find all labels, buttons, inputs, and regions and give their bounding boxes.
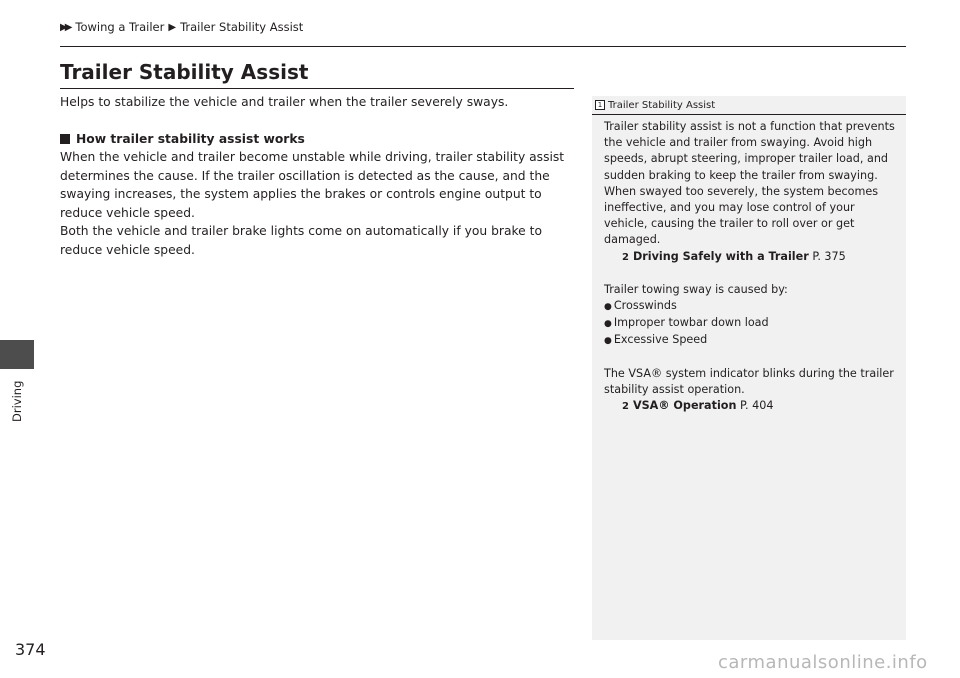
main-content bbox=[60, 93, 580, 259]
note-paragraph: Trailer stability assist is not a function that prevents the vehicle and trailer from swaying. Avoid high speeds, abrupt steering, improper trailer load, and sudden braking to keep the trailer from swaying. When swayed too severely, the system becomes ineffective, and you may lose control of your vehicle, causing the trailer to roll over or get damaged. bbox=[604, 120, 895, 247]
reference-arrow-icon: 2 bbox=[622, 251, 629, 263]
page-reference-link[interactable] bbox=[604, 249, 900, 266]
breadcrumb-item-stability[interactable]: Trailer Stability Assist bbox=[180, 20, 304, 34]
breadcrumb-separator-icon: ▶ bbox=[168, 21, 177, 33]
reference-title: VSA® Operation bbox=[632, 399, 737, 413]
page-title: Trailer Stability Assist bbox=[60, 60, 309, 84]
reference-page: P. 404 bbox=[740, 399, 774, 413]
list-item: ● Improper towbar down load bbox=[604, 315, 900, 332]
breadcrumb-item-towing[interactable]: Towing a Trailer bbox=[75, 20, 165, 34]
side-note-title: Trailer Stability Assist bbox=[608, 99, 716, 111]
side-note-header bbox=[592, 96, 906, 115]
page-reference-link[interactable] bbox=[604, 398, 900, 415]
note-paragraph: Trailer towing sway is caused by: bbox=[604, 282, 788, 296]
section-tab[interactable] bbox=[0, 340, 34, 369]
title-divider bbox=[60, 88, 574, 89]
list-item: ● Crosswinds bbox=[604, 298, 900, 315]
paragraph: Both the vehicle and trailer brake lights come on automatically if you brake to reduce vehicle speed. bbox=[60, 224, 542, 257]
spacer bbox=[604, 266, 900, 282]
spacer bbox=[604, 350, 900, 366]
side-note bbox=[592, 96, 906, 640]
sub-heading-text: How trailer stability assist works bbox=[76, 131, 305, 146]
breadcrumb bbox=[60, 20, 303, 34]
breadcrumb-arrow-icon: ▶▶ bbox=[60, 21, 70, 33]
reference-title: Driving Safely with a Trailer bbox=[632, 249, 809, 263]
section-label bbox=[10, 372, 24, 422]
sub-heading bbox=[60, 130, 580, 149]
reference-arrow-icon: 2 bbox=[622, 401, 629, 413]
intro-text: Helps to stabilize the vehicle and trailer when the trailer severely sways. bbox=[60, 95, 509, 109]
square-bullet-icon bbox=[60, 134, 70, 144]
watermark: carmanualsonline.info bbox=[718, 652, 928, 673]
note-icon: 1 bbox=[595, 100, 605, 110]
section-label-text: Driving bbox=[10, 380, 24, 422]
list-item: ● Excessive Speed bbox=[604, 332, 900, 349]
paragraph: When the vehicle and trailer become unstable while driving, trailer stability assist determines the cause. If the trailer oscillation is detected as the cause, and the swaying increases, the system applies the brakes or controls engine output to reduce vehicle speed. bbox=[60, 150, 565, 220]
side-note-body bbox=[604, 119, 900, 415]
note-paragraph: The VSA® system indicator blinks during the trailer stability assist operation. bbox=[604, 366, 894, 396]
reference-page: P. 375 bbox=[812, 249, 846, 263]
page-number: 374 bbox=[15, 640, 46, 659]
header-divider bbox=[60, 46, 906, 47]
